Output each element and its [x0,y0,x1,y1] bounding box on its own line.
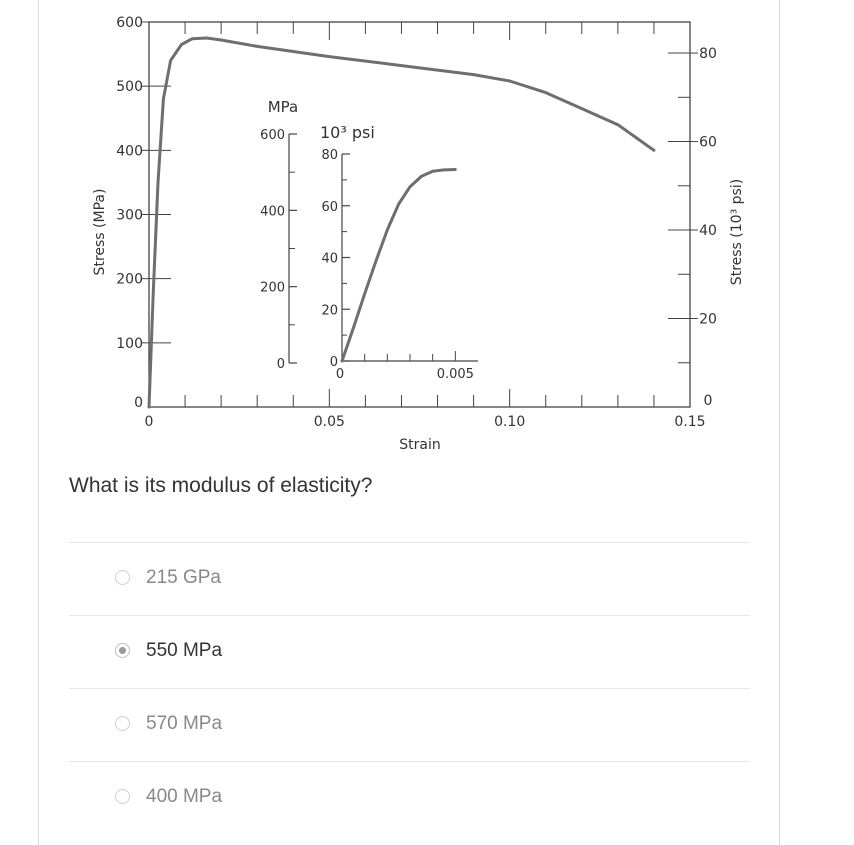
inset-mpa-tick-label: 400 [260,204,285,220]
option-label: 215 GPa [146,567,221,588]
x-axis-label: Strain [399,437,441,453]
inset-stress-strain-curve [342,170,455,362]
y-tick-label: 200 [116,271,143,288]
y2-tick-label: 0 [703,393,713,409]
inset-mpa-tick-label: 600 [260,128,285,143]
option-label: 570 MPa [146,713,223,734]
y-axis-label: Stress (MPa) [92,188,108,276]
y2-tick-label: 60 [699,134,717,151]
x-tick-label: 0.15 [674,414,706,430]
inset-psi-label: 10³ psi [320,123,375,142]
y-tick-label: 500 [116,79,143,96]
main-stress-strain-curve [149,38,654,407]
y-tick-label: 400 [116,143,143,160]
radio-button[interactable] [115,789,130,804]
inset-psi-tick-label: 0 [329,355,338,370]
x-tick-label: 0.10 [494,414,526,430]
y2-tick-label: 20 [699,311,717,328]
x-tick-label: 0.05 [313,414,345,430]
radio-button[interactable] [115,643,130,658]
answer-option-4[interactable] [69,761,750,834]
option-label: 550 MPa [146,640,223,661]
y-tick-label: 300 [116,207,143,224]
y-tick-label: 600 [116,15,143,31]
inset-psi-tick-label: 60 [321,199,338,215]
y2-tick-label: 80 [699,46,717,63]
y-tick-label: 100 [116,335,143,352]
inset-mpa-tick-label: 200 [260,280,285,296]
inset-x-tick-label: 0.005 [436,367,474,382]
y2-axis-label: Stress (10³ psi) [729,178,745,286]
inset-mpa-tick-label: 0 [276,357,285,372]
inset-x-tick-label: 0 [335,367,345,382]
answer-option-1[interactable] [69,542,750,615]
question-text: What is its modulus of elasticity? [69,474,373,497]
option-label: 400 MPa [146,786,223,807]
answer-option-3[interactable] [69,688,750,761]
radio-button[interactable] [115,570,130,585]
inset-psi-tick-label: 20 [321,303,338,319]
inset-psi-tick-label: 40 [321,251,338,267]
inset-mpa-label: MPa [267,98,299,116]
x-tick-label: 0 [144,414,154,430]
inset-psi-tick-label: 80 [321,148,338,163]
y-tick-label: 0 [134,395,143,411]
answer-option-2[interactable] [69,615,750,688]
plot-frame [149,22,690,407]
radio-button[interactable] [115,716,130,731]
answer-options [69,542,750,834]
y2-tick-label: 40 [699,223,717,240]
